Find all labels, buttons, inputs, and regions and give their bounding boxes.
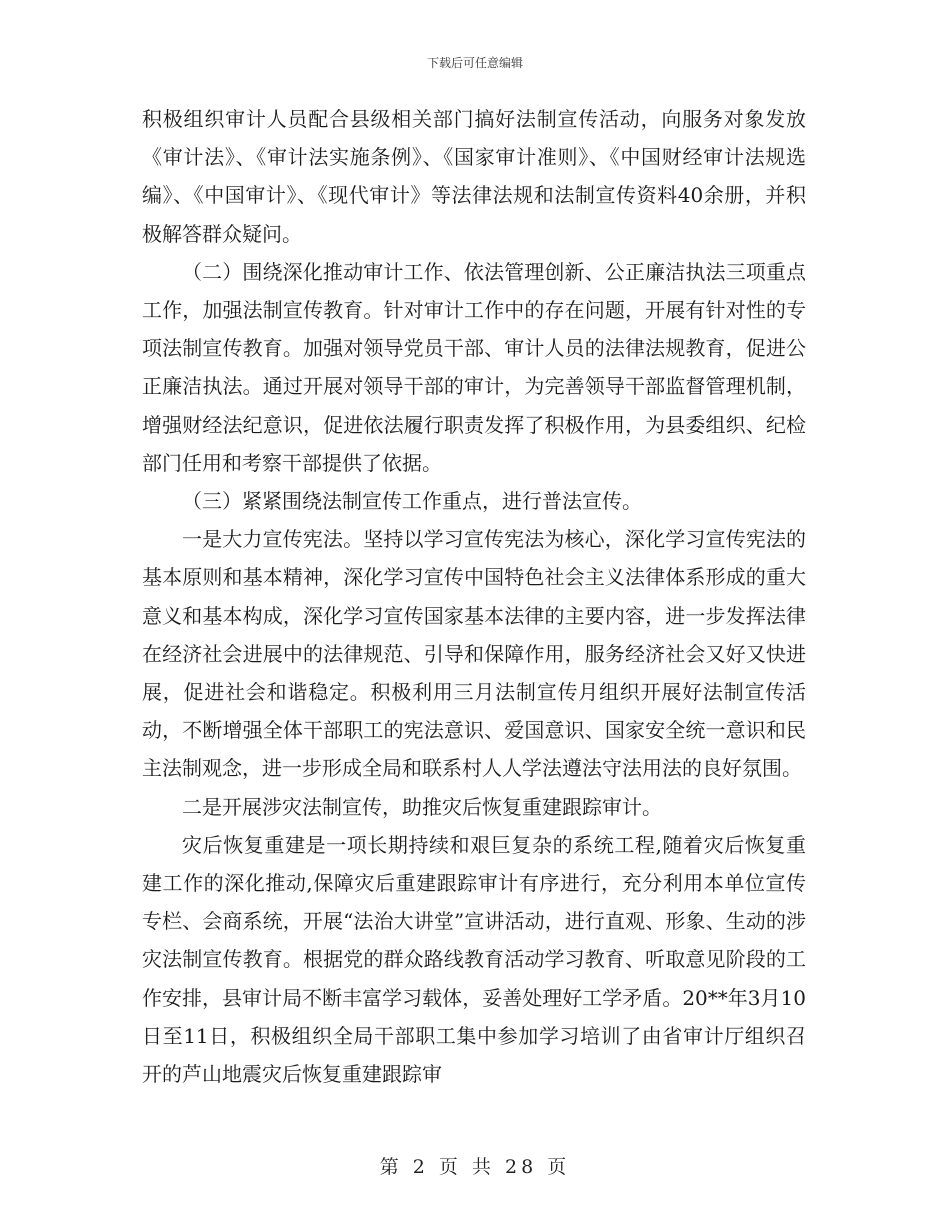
paragraph-3: （三）紧紧围绕法制宣传工作重点，进行普法宣传。 (182, 489, 642, 514)
paragraph-1: 积极组织审计人员配合县级相关部门搞好法制宣传活动，向服务对象发放《审计法》、《审计法实施条例》、《国家审计准则》、《中国财经审计法规选编》、《中国审计》、《现代审计》等法律法规和法制宣传资料40余册，并积极解答群众疑问。 (142, 107, 806, 246)
paragraph-2: （二）围绕深化推动审计工作、依法管理创新、公正廉洁执法三项重点工作，加强法制宣传教育。针对审计工作中的存在问题，开展有针对性的专项法制宣传教育。加强对领导党员干部、审计人员的法律法规教育，促进公正廉洁执法。通过开展对领导干部的审计，为完善领导干部监督管理机制，增强财经法纪意识，促进依法履行职责发挥了积极作用，为县委组织、纪检部门任用和考察干部提供了依据。 (142, 259, 806, 475)
paragraph-5: 二是开展涉灾法制宣传，助推灾后恢复重建跟踪审计。 (182, 794, 662, 819)
document-body (142, 100, 806, 1093)
page-header: 下载后可任意编辑 (426, 56, 523, 70)
page-footer: 第 2 页 共 28 页 (379, 1156, 571, 1178)
paragraph-6: 灾后恢复重建是一项长期持续和艰巨复杂的系统工程,随着灾后恢复重建工作的深化推动,保障灾后重建跟踪审计有序进行，充分利用本单位宣传专栏、会商系统，开展“法治大讲堂”宣讲活动，进行直观、形象、生动的涉灾法制宣传教育。根据党的群众路线教育活动学习教育、听取意见阶段的工作安排，县审计局不断丰富学习载体，妥善处理好工学矛盾。20**年3月10日至11日，积极组织全局干部职工集中参加学习培训了由省审计厅组织召开的芦山地震灾后恢复重建跟踪审 (142, 832, 806, 1087)
paragraph-4: 一是大力宣传宪法。坚持以学习宣传宪法为核心，深化学习宣传宪法的基本原则和基本精神，深化学习宣传中国特色社会主义法律体系形成的重大意义和基本构成，深化学习宣传国家基本法律的主要内容，进一步发挥法律在经济社会进展中的法律规范、引导和保障作用，服务经济社会又好又快进展，促进社会和谐稳定。积极利用三月法制宣传月组织开展好法制宣传活动，不断增强全体干部职工的宪法意识、爱国意识、国家安全统一意识和民主法制观念，进一步形成全局和联系村人人学法遵法守法用法的良好氛围。 (142, 527, 806, 781)
